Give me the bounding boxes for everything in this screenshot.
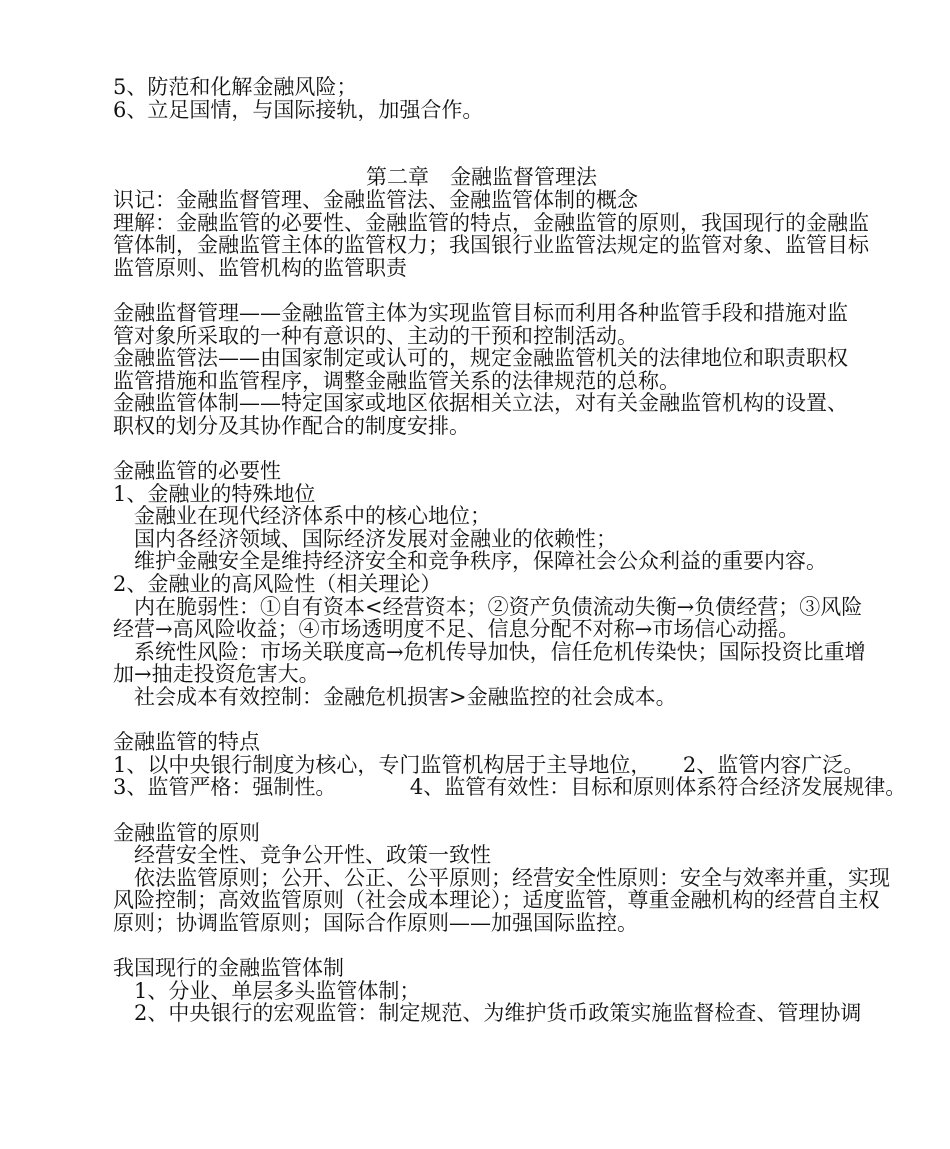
paragraph-line: 风险控制；高效监管原则（社会成本理论）；适度监管，尊重金融机构的经营自主权 bbox=[113, 889, 880, 912]
objective-understand-line: 理解：金融监管的必要性、金融监管的特点，金融监管的原则，我国现行的金融监 bbox=[113, 211, 869, 235]
point-item: 维护金融安全是维持经济安全和竞争秩序，保障社会公众利益的重要内容。 bbox=[134, 550, 827, 574]
definition-line: 金融监督管理——金融监管主体为实现监管目标而利用各种监管手段和措施对监 bbox=[113, 301, 848, 325]
definition-line: 职权的划分及其协作配合的制度安排。 bbox=[113, 414, 470, 438]
paragraph-line: 内在脆弱性：①自有资本<经营资本；②资产负债流动失衡→负债经营；③风险 bbox=[134, 595, 863, 619]
definition-line: 金融监管体制——特定国家或地区依据相关立法，对有关金融监管机构的设置、 bbox=[113, 392, 848, 415]
paragraph-line: 1、以中央银行制度为核心，专门监管机构居于主导地位， 2、监管内容广泛。 bbox=[113, 753, 865, 777]
document-page bbox=[113, 76, 950, 1025]
paragraph-line: 原则；协调监管原则；国际合作原则——加强国际监控。 bbox=[113, 911, 638, 935]
definition-line: 监管措施和监管程序，调整金融监管关系的法律规范的总称。 bbox=[113, 369, 680, 393]
paragraph-line: 依法监管原则；公开、公正、公平原则；经营安全性原则：安全与效率并重，实现 bbox=[134, 866, 890, 890]
list-item: 2、中央银行的宏观监管：制定规范、为维护货币政策实施监督检查、管理协调 bbox=[134, 1002, 862, 1025]
section-heading: 金融监管的特点 bbox=[113, 731, 260, 754]
point-item: 金融业在现代经济体系中的核心地位； bbox=[134, 505, 491, 528]
definition-line: 金融监管法——由国家制定或认可的，规定金融监管机关的法律地位和职责职权 bbox=[113, 347, 848, 370]
chapter-title: 第二章 金融监督管理法 bbox=[366, 166, 597, 189]
point-item: 国内各经济领域、国际经济发展对金融业的依赖性； bbox=[134, 527, 617, 551]
section-heading: 金融监管的原则 bbox=[113, 821, 260, 845]
definition-line: 管对象所采取的一种有意识的、主动的干预和控制活动。 bbox=[113, 324, 638, 348]
paragraph-line: 经营→高风险收益；④市场透明度不足、信息分配不对称→市场信心动摇。 bbox=[113, 618, 800, 641]
list-item: 1、分业、单层多头监管体制； bbox=[134, 979, 421, 1003]
objective-understand-line: 管体制，金融监管主体的监管权力；我国银行业监管法规定的监管对象、监管目标 bbox=[113, 234, 869, 257]
paragraph-line: 系统性风险：市场关联度高→危机传导加快，信任危机传染快；国际投资比重增 bbox=[134, 640, 866, 664]
paragraph-line: 加→抽走投资危害大。 bbox=[113, 663, 320, 687]
objective-understand-line: 监管原则、监管机构的监管职责 bbox=[113, 256, 407, 280]
list-item: 6、立足国情，与国际接轨，加强合作。 bbox=[113, 98, 484, 122]
section-heading: 我国现行的金融监管体制 bbox=[113, 957, 344, 980]
point-heading: 2、金融业的高风险性（相关理论） bbox=[113, 573, 442, 596]
paragraph-line: 经营安全性、竞争公开性、政策一致性 bbox=[134, 844, 491, 867]
section-heading: 金融监管的必要性 bbox=[113, 460, 281, 483]
paragraph-line: 3、监管严格：强制性。 4、监管有效性：目标和原则体系符合经济发展规律。 bbox=[113, 776, 907, 799]
objective-remember: 识记：金融监督管理、金融监管法、金融监管体制的概念 bbox=[113, 188, 638, 212]
point-heading: 1、金融业的特殊地位 bbox=[113, 482, 316, 506]
paragraph-line: 社会成本有效控制：金融危机损害>金融监控的社会成本。 bbox=[134, 686, 677, 709]
list-item: 5、防范和化解金融风险； bbox=[113, 76, 358, 99]
